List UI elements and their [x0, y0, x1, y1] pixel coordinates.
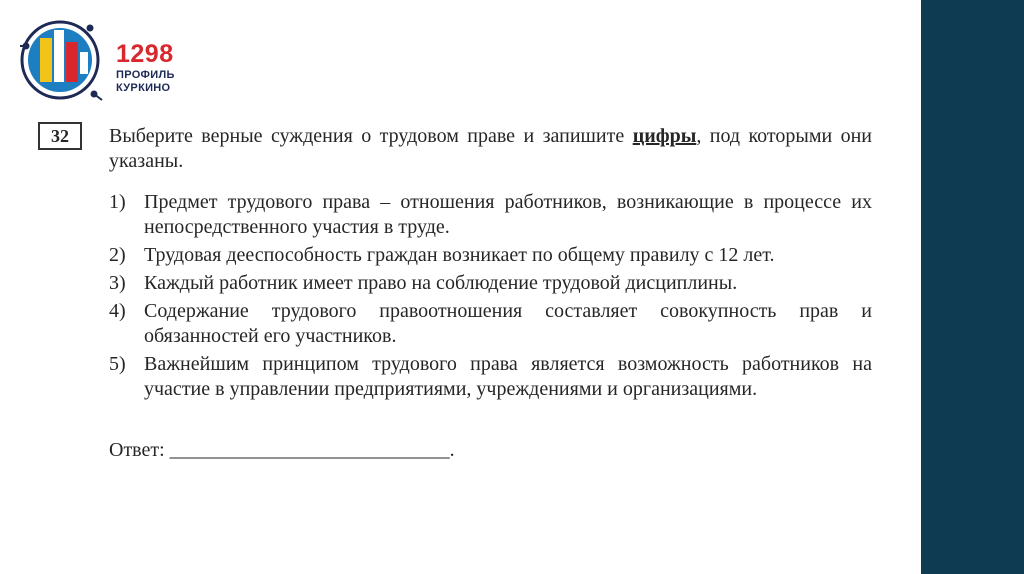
option-text: Содержание трудового правоотношения составляет совокупность прав и обязанностей его участников.	[144, 300, 872, 347]
logo-line-1: ПРОФИЛЬ	[116, 69, 175, 81]
option-number: 2)	[109, 244, 126, 266]
school-logo	[16, 16, 186, 106]
option-text: Каждый работник имеет право на соблюдение трудовой дисциплины.	[144, 272, 738, 294]
logo-emblem-icon	[16, 16, 116, 106]
option-number: 1)	[109, 191, 126, 213]
answer-line: Ответ: ____________________________.	[109, 439, 455, 461]
question-text-after: , под которыми они указаны.	[109, 125, 873, 172]
logo-number: 1298	[116, 40, 174, 68]
logo-line-2: КУРКИНО	[116, 82, 171, 94]
question-text	[109, 124, 872, 174]
option-item	[109, 271, 872, 296]
option-item	[109, 243, 872, 268]
option-number: 3)	[109, 272, 126, 294]
option-item	[109, 352, 872, 402]
option-text: Предмет трудового права – отношения работников, возникающие в процессе их непосредственного участия в труде.	[144, 191, 872, 238]
option-item	[109, 299, 872, 349]
option-item	[109, 190, 872, 240]
side-panel	[921, 0, 1024, 574]
option-number: 5)	[109, 353, 126, 375]
question-emphasis: цифры	[632, 125, 697, 147]
options-list	[109, 190, 872, 405]
option-number: 4)	[109, 300, 126, 322]
question-text-before: Выберите верные суждения о трудовом праве и запишите	[109, 125, 633, 147]
option-text: Трудовая дееспособность граждан возникает по общему правилу с 12 лет.	[144, 244, 775, 266]
option-text: Важнейшим принципом трудового права является возможность работников на участие в управлении предприятиями, учреждениями и организациями.	[144, 353, 872, 400]
question-number: 32	[38, 122, 82, 150]
